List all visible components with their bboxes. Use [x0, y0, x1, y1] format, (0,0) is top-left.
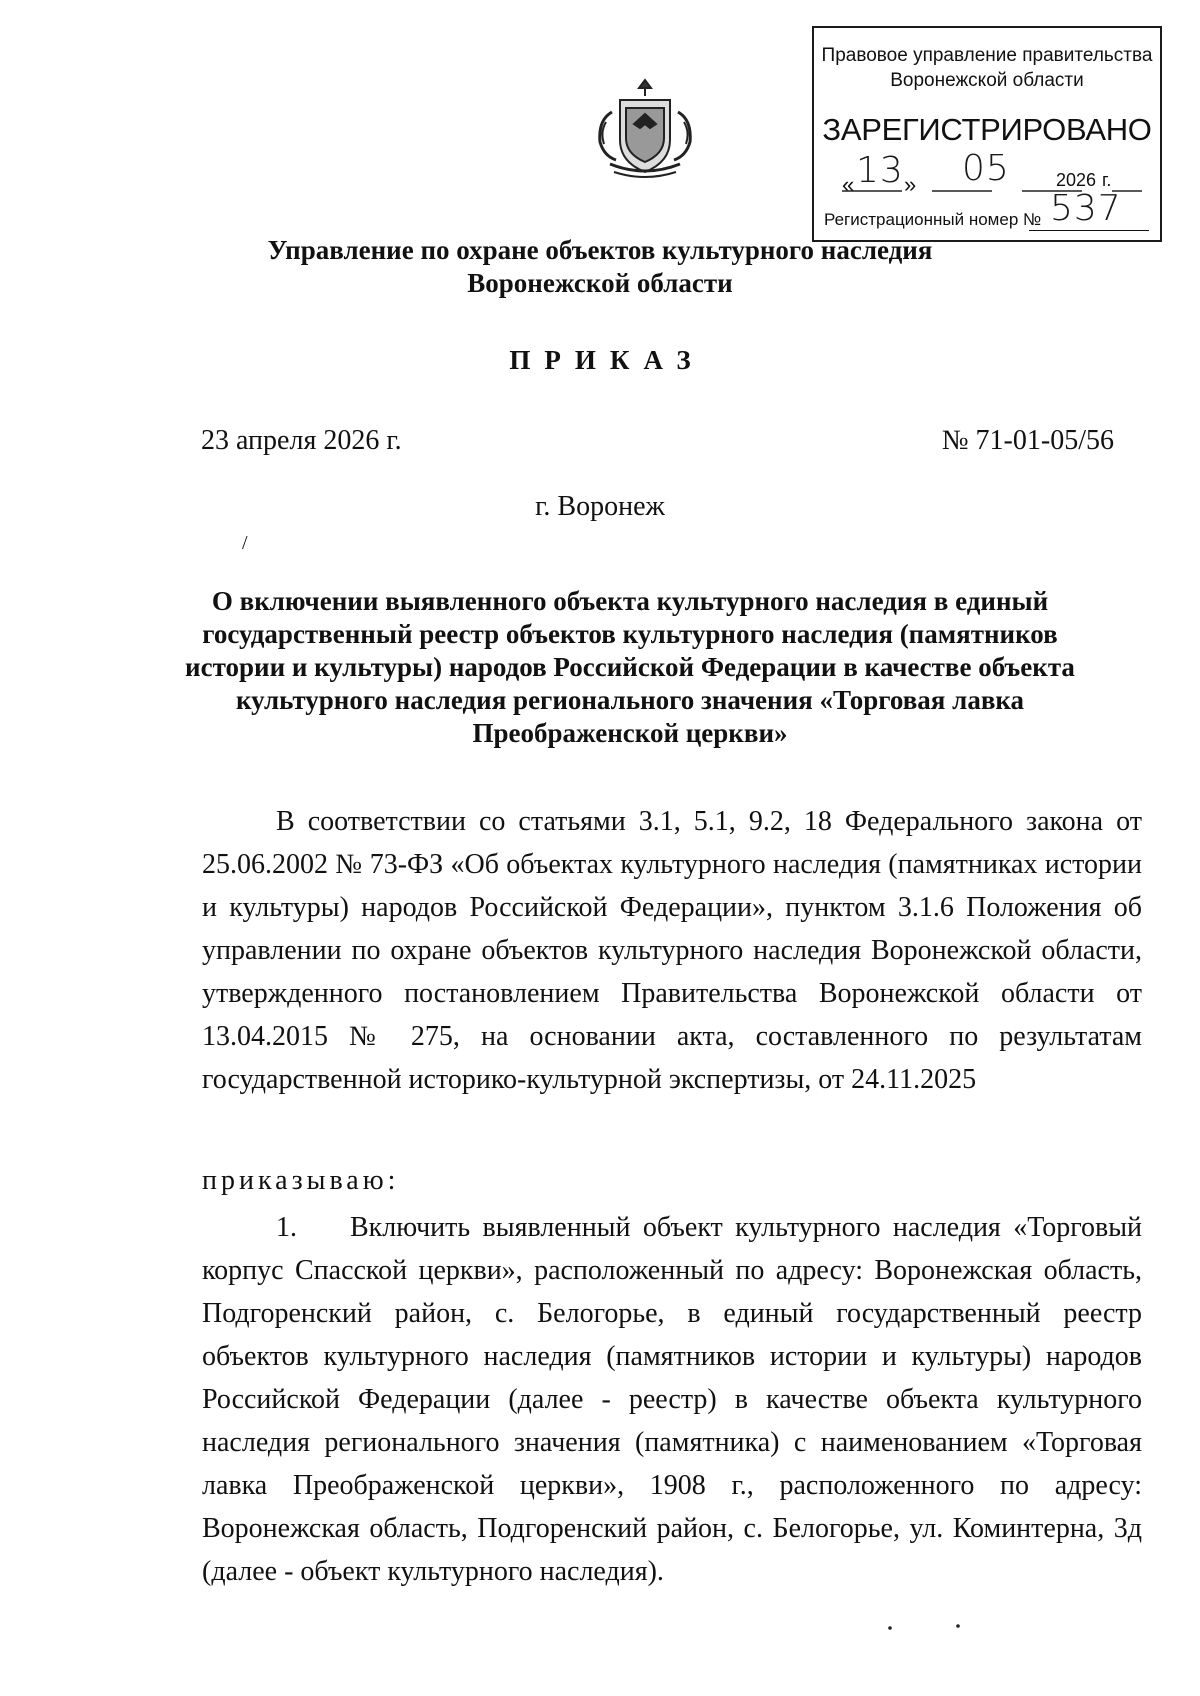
stray-dots	[880, 1620, 1000, 1640]
stamp-registered-label: ЗАРЕГИСТРИРОВАНО	[822, 112, 1152, 147]
document-type-title: ПРИКАЗ	[509, 345, 705, 375]
stamp-authority-line1: Правовое управление правительства	[821, 45, 1153, 66]
stamp-year-suffix: г.	[1102, 170, 1112, 190]
order-number: № 71-01-05/56	[941, 425, 1114, 456]
order-date: 23 апреля 2026 г.	[201, 425, 402, 456]
order-city: г. Воронеж	[535, 491, 665, 522]
stamp-year: 2026	[1056, 170, 1097, 190]
registration-stamp	[812, 26, 1162, 242]
order-word: приказываю:	[202, 1165, 400, 1196]
preamble-paragraph: В соответствии со статьями 3.1, 5.1, 9.2, 18 Федерального закона от 25.06.2002 № 73-ФЗ «Об объектах культурного наследия (памятниках истории и культуры) народов Российской Федерации», пунктом 3.1.6 Положения об управлении по охране объектов культурного наследия Воронежской области, утвержденного постановлением Правительства Воронежской области от 13.04.2015 № 275, на основании акта, составленного по результатам государственной историко-культурной экспертизы, от 24.11.2025	[202, 806, 1142, 1095]
stamp-number-handwritten: 537	[1050, 188, 1122, 229]
order-item-1	[202, 1206, 1142, 1593]
order-item-1-number: 1.	[276, 1212, 297, 1243]
stamp-day-handwritten: 13	[856, 150, 904, 191]
order-item-1-text: Включить выявленный объект культурного наследия «Торговый корпус Спасской церкви», расположенный по адресу: Воронежская область, Подгоренский район, с. Белогорье, в единый государственный реестр объектов культурного наследия (памятников истории и культуры) народов Российской Федерации (далее - реестр) в качестве объекта культурного наследия регионального значения (памятника) с наименованием «Торговая лавка Преображенской церкви», 1908 г., расположенного по адресу: Воронежская область, Подгоренский район, с. Белогорье, ул. Коминтерна, 3д (далее - объект культурного наследия).	[202, 1212, 1142, 1587]
organization-name-line1: Управление по охране объектов культурного наследия	[267, 235, 933, 265]
stray-pen-mark: /	[242, 532, 248, 554]
stamp-number-underline	[1029, 230, 1149, 231]
stamp-authority-line2: Воронежской области	[890, 70, 1084, 91]
order-subject-heading: О включении выявленного объекта культурного наследия в единый государственный реестр объектов культурного наследия (памятников истории и культуры) народов Российской Федерации в качестве объекта культурного наследия регионального значения «Торговая лавка Преображенской церкви»	[185, 586, 1075, 748]
stamp-quote-open: «	[842, 172, 855, 197]
coat-of-arms-emblem	[590, 72, 700, 182]
organization-name-line2: Воронежской области	[467, 268, 733, 298]
stamp-number-label: Регистрационный номер №	[824, 210, 1042, 229]
stamp-month-handwritten: 05	[962, 148, 1010, 189]
stamp-quote-close: »	[904, 172, 917, 197]
